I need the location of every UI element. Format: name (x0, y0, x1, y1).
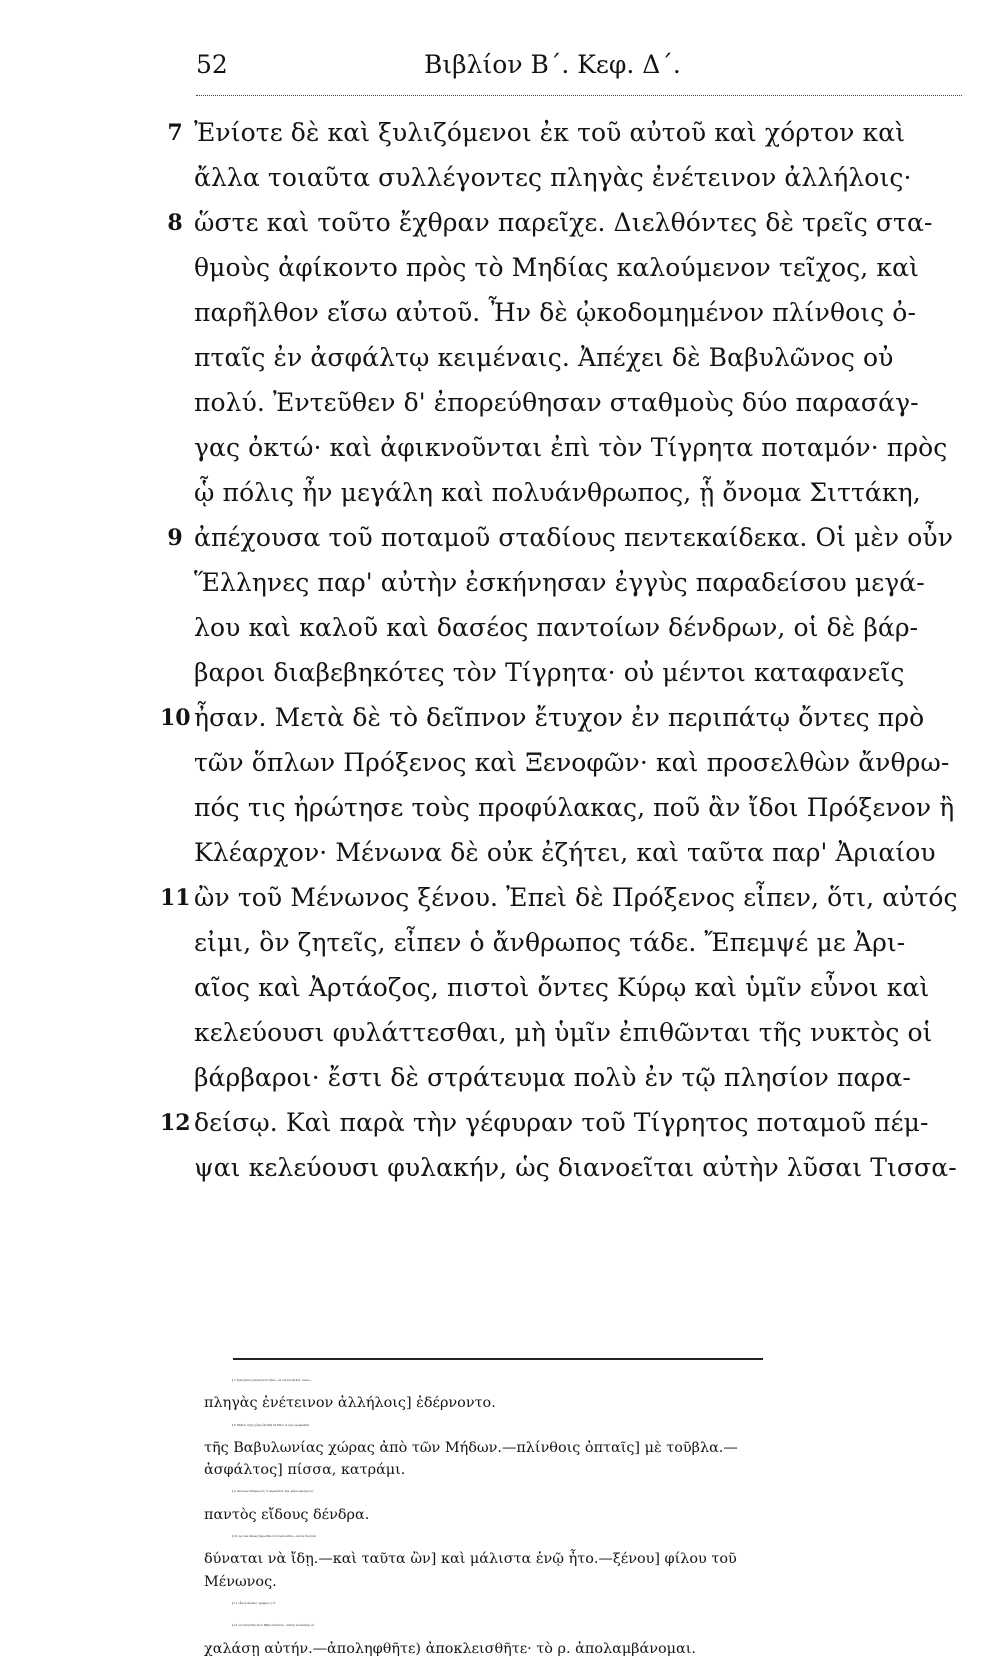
line-text: ψαι κελεύουσι φυλακήν, ὡς διανοεῖται αὐτὴν λῦσαι Τισσα- (194, 1153, 957, 1182)
text-line (140, 1102, 980, 1147)
text-line (140, 742, 980, 787)
line-text: ὢν τοῦ Μένωνος ξένου. Ἐπεὶ δὲ Πρόξενος εἶπεν, ὅτι, αὐτός (194, 883, 958, 912)
line-text: ἄλλα τοιαῦτα συλλέγοντες πληγὰς ἐνέτεινον ἀλλήλοις· (194, 163, 912, 192)
running-title: Βιβλίον Β΄. Κεφ. Δ΄. (424, 50, 681, 79)
line-text: ἦσαν. Μετὰ δὲ τὸ δεῖπνον ἔτυχον ἐν περιπάτῳ ὄντες πρὸ (194, 703, 925, 732)
text-line (140, 832, 980, 877)
footnote-line: § 7. ξυλιζόμενοι] συλλέγοντες ξύλα.—ἐκ τοῦ αὐτοῦ] δηλ. τόπου.— (232, 1379, 312, 1382)
line-text: πολύ. Ἐντεῦθεν δ' ἐπορεύθησαν σταθμοὺς δύο παρασάγ- (194, 388, 919, 417)
footnote-rule (233, 1358, 763, 1360)
text-line (140, 1057, 980, 1102)
text-line (140, 562, 980, 607)
line-text: Ἕλληνες παρ' αὐτὴν ἐσκήνησαν ἐγγὺς παραδείσου μεγά- (194, 568, 925, 597)
line-text: αῖος καὶ Ἀρτάοζος, πιστοὶ ὄντες Κύρῳ καὶ ὑμῖν εὖνοι καὶ (194, 973, 930, 1002)
line-text: θμοὺς ἀφίκοντο πρὸς τὸ Μηδίας καλούμενον τεῖχος, καὶ (194, 253, 919, 282)
line-text: Ἐνίοτε δὲ καὶ ξυλιζόμενοι ἐκ τοῦ αὐτοῦ καὶ χόρτον καὶ (194, 118, 906, 147)
text-line (140, 202, 980, 247)
text-line (140, 967, 980, 1012)
line-text: γας ὀκτώ· καὶ ἀφικνοῦνται ἐπὶ τὸν Τίγρητα ποταμόν· πρὸς (194, 433, 948, 462)
footnote-line: § 9. παντοίων δένδρων] εἰς τὸ παραδείσου, δηλ. κήπου περιέχοντος (232, 1490, 314, 1494)
footnote-line: τῆς Βαβυλωνίας χώρας ἀπὸ τῶν Μήδων.—πλίνθοις ὀπταῖς] μὲ τοῦβλα.— (204, 1439, 738, 1456)
line-text: πός τις ἠρώτησε τοὺς προφύλακας, ποῦ ἂν ἴδοι Πρόξενον ἢ (194, 793, 955, 822)
line-text: πταῖς ἐν ἀσφάλτῳ κειμέναις. Ἀπέχει δὲ Βαβυλῶνος οὐ (194, 343, 894, 372)
text-line (140, 922, 980, 967)
line-text: λου καὶ καλοῦ καὶ δασέος παντοίων δένδρων, οἱ δὲ βάρ- (194, 613, 919, 642)
line-text: βαροι διαβεβηκότες τὸν Τίγρητα· οὐ μέντοι καταφανεῖς (194, 658, 905, 687)
body-text (140, 112, 980, 1192)
text-line (140, 697, 980, 742)
footnote-line: δύναται νὰ ἴδῃ.—καὶ ταῦτα ὢν] καὶ μάλιστα ἐνῷ ἦτο.—ξένου] φίλου τοῦ (204, 1551, 737, 1568)
line-text: παρῆλθον εἴσω αὐτοῦ. Ἦν δὲ ᾠκοδομημένον πλίνθοις ὀ- (194, 298, 916, 327)
text-line (140, 292, 980, 337)
footnote-line: § 10. πρὸ τῶν ὅπλων] ἔμπροσθεν τοῦ στρατοπέδου.—ποῦ ἂν ἴδοι] ποῦ (232, 1535, 316, 1539)
verse-number: 7 (167, 120, 183, 146)
text-line (140, 607, 980, 652)
text-line (140, 247, 980, 292)
line-text: ᾧ πόλις ἦν μεγάλη καὶ πολυάνθρωπος, ᾗ ὄνομα Σιττάκη, (194, 478, 921, 507)
line-text: τῶν ὅπλων Πρόξενος καὶ Ξενοφῶν· καὶ προσελθὼν ἄνθρω- (194, 748, 950, 777)
line-text: δείσῳ. Καὶ παρὰ τὴν γέφυραν τοῦ Τίγρητος ποταμοῦ πέμ- (194, 1108, 929, 1137)
line-text: εἰμι, ὃν ζητεῖς, εἶπεν ὁ ἄνθρωπος τάδε. Ἔπεμψέ με Ἀρι- (194, 928, 906, 957)
verse-number: 11 (160, 885, 191, 911)
footnote-line: Μένωνος. (204, 1573, 277, 1590)
text-line (140, 157, 980, 202)
line-text: βάρβαροι· ἔστι δὲ στράτευμα πολὺ ἐν τῷ πλησίον παρα- (194, 1063, 911, 1092)
text-line (140, 382, 980, 427)
footnotes (204, 1370, 980, 1660)
footnote-line: § 11. εὖνοι] εὐνοϊκοί· γραμματ. § 17. (232, 1601, 277, 1605)
line-text: ἀπέχουσα τοῦ ποταμοῦ σταδίους πεντεκαίδεκα. Οἱ μὲν οὖν (194, 523, 954, 552)
text-line (140, 877, 980, 922)
text-line (140, 652, 980, 697)
footnote-line: § 12. ὡς διανοεῖται] διότι δῆθεν σκέπτεται.—λῦσαι] νὰ διαλύσῃ, νὰ (232, 1624, 315, 1628)
line-text: ὥστε καὶ τοῦτο ἔχθραν παρεῖχε. Διελθόντες δὲ τρεῖς στα- (194, 208, 933, 237)
line-text: Κλέαρχον· Μένωνα δὲ οὐκ ἐζήτει, καὶ ταῦτα παρ' Ἀριαίου (194, 838, 936, 867)
line-text: κελεύουσι φυλάττεσθαι, μὴ ὑμῖν ἐπιθῶνται τῆς νυκτὸς οἱ (194, 1018, 933, 1047)
text-line (140, 1147, 980, 1192)
footnote-line: παντὸς εἴδους δένδρα. (204, 1506, 370, 1523)
text-line (140, 517, 980, 562)
page-number: 52 (196, 50, 228, 79)
header-rule (196, 95, 962, 96)
verse-number: 12 (160, 1110, 191, 1136)
footnote-line: ἀσφάλτος] πίσσα, κατράμι. (204, 1462, 406, 1479)
text-line (140, 787, 980, 832)
verse-number: 8 (167, 210, 183, 236)
text-line (140, 1012, 980, 1057)
running-header (196, 50, 966, 94)
verse-number: 9 (167, 525, 183, 551)
text-line (140, 337, 980, 382)
footnote-line: χαλάσῃ αὐτήν.—ἀποληφθῆτε) ἀποκλεισθῆτε· τὸ ρ. ἀπολαμβάνομαι. (204, 1640, 696, 1657)
verse-number: 10 (160, 705, 191, 731)
footnote-line: § 8. Μηδίας τεῖχος] ὅπερ ἐκτίσθη τῷ 580 π. Χ. πρὸς προφύλαξιν (232, 1423, 310, 1427)
text-line (140, 427, 980, 472)
footnote-line: πληγὰς ἐνέτεινον ἀλλήλοις] ἐδέρνοντο. (204, 1395, 496, 1412)
text-line (140, 112, 980, 157)
text-line (140, 472, 980, 517)
